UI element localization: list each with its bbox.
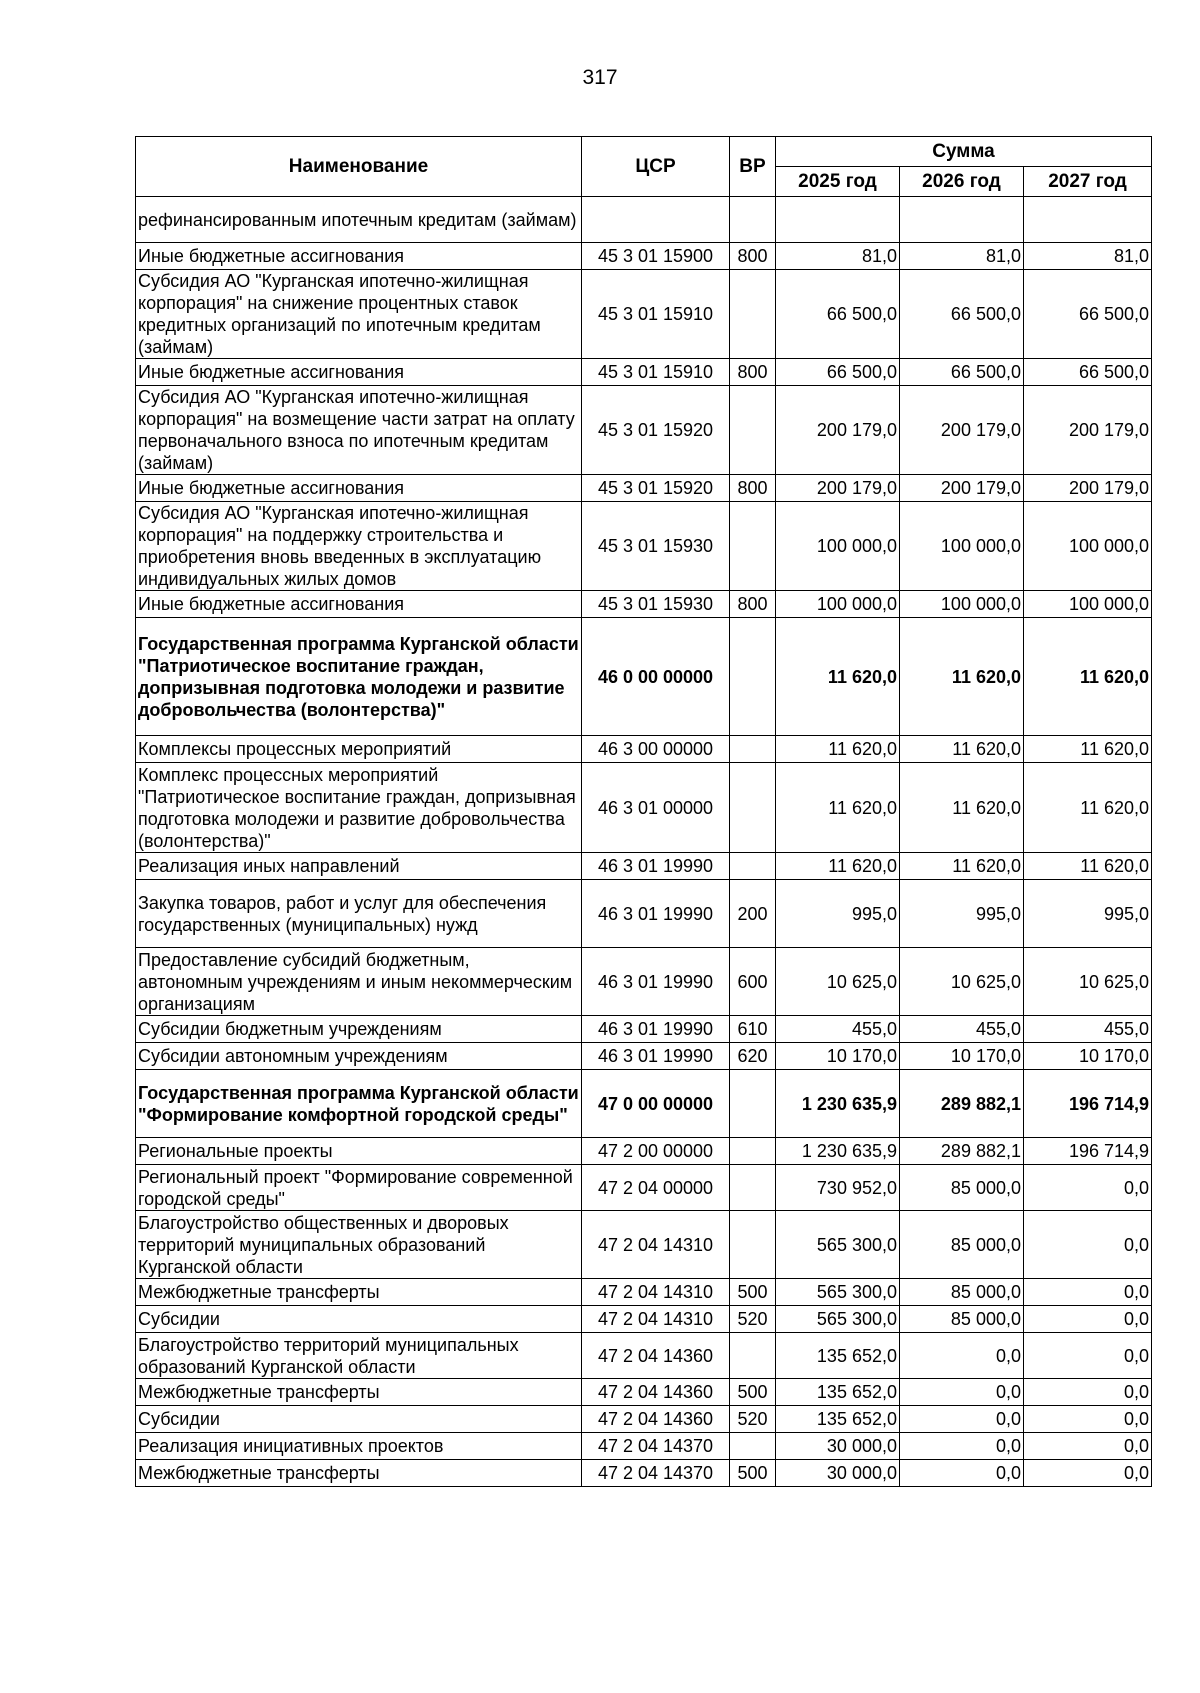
row-csr-cell: 47 2 04 14360: [582, 1406, 730, 1433]
table-row: [136, 948, 1152, 1016]
row-vr-cell: [730, 1433, 776, 1460]
row-sum-2025-cell: [776, 197, 900, 243]
row-sum-2026-cell: 10 625,0: [900, 948, 1024, 1016]
table-row: [136, 880, 1152, 948]
row-csr-cell: 47 2 04 14370: [582, 1433, 730, 1460]
row-name-cell: Межбюджетные трансферты: [136, 1379, 582, 1406]
table-row: [136, 1211, 1152, 1279]
row-csr-cell: 46 3 01 19990: [582, 948, 730, 1016]
row-name-cell: Региональный проект "Формирование современной городской среды": [136, 1165, 582, 1211]
row-sum-2027-cell: 11 620,0: [1024, 618, 1152, 736]
row-sum-2025-cell: 11 620,0: [776, 618, 900, 736]
row-sum-2026-cell: 11 620,0: [900, 618, 1024, 736]
table-row: [136, 736, 1152, 763]
row-sum-2027-cell: 0,0: [1024, 1211, 1152, 1279]
header-year-2027: 2027 год: [1024, 167, 1152, 197]
row-name-cell: Реализация инициативных проектов: [136, 1433, 582, 1460]
row-sum-2026-cell: [900, 197, 1024, 243]
row-csr-cell: [582, 197, 730, 243]
row-sum-2025-cell: 135 652,0: [776, 1379, 900, 1406]
table-row: [136, 618, 1152, 736]
row-name-cell: Региональные проекты: [136, 1138, 582, 1165]
row-csr-cell: 45 3 01 15910: [582, 270, 730, 359]
row-sum-2026-cell: 455,0: [900, 1016, 1024, 1043]
row-csr-cell: 46 3 01 19990: [582, 1016, 730, 1043]
row-vr-cell: 800: [730, 475, 776, 502]
row-vr-cell: 800: [730, 359, 776, 386]
row-name-cell: Субсидии: [136, 1306, 582, 1333]
row-sum-2027-cell: 455,0: [1024, 1016, 1152, 1043]
row-vr-cell: [730, 1333, 776, 1379]
row-sum-2027-cell: 100 000,0: [1024, 591, 1152, 618]
row-sum-2027-cell: 10 625,0: [1024, 948, 1152, 1016]
table-header: [136, 137, 1152, 197]
row-sum-2026-cell: 0,0: [900, 1379, 1024, 1406]
table-row: [136, 270, 1152, 359]
row-sum-2026-cell: 10 170,0: [900, 1043, 1024, 1070]
row-vr-cell: 500: [730, 1279, 776, 1306]
row-sum-2026-cell: 0,0: [900, 1460, 1024, 1487]
header-year-2025: 2025 год: [776, 167, 900, 197]
row-sum-2026-cell: 200 179,0: [900, 475, 1024, 502]
row-name-cell: Субсидии автономным учреждениям: [136, 1043, 582, 1070]
row-vr-cell: [730, 197, 776, 243]
row-sum-2027-cell: 200 179,0: [1024, 475, 1152, 502]
row-sum-2025-cell: 200 179,0: [776, 475, 900, 502]
header-name: Наименование: [136, 137, 582, 197]
row-vr-cell: [730, 853, 776, 880]
row-name-cell: Государственная программа Курганской области "Патриотическое воспитание граждан, допризывная подготовка молодежи и развитие добровольчества (волонтерства)": [136, 618, 582, 736]
row-csr-cell: 46 0 00 00000: [582, 618, 730, 736]
row-vr-cell: [730, 618, 776, 736]
row-vr-cell: 800: [730, 243, 776, 270]
row-name-cell: Субсидия АО "Курганская ипотечно-жилищная корпорация" на снижение процентных ставок кредитных организаций по ипотечным кредитам (займам): [136, 270, 582, 359]
row-csr-cell: 47 2 04 14370: [582, 1460, 730, 1487]
row-sum-2025-cell: 11 620,0: [776, 853, 900, 880]
row-sum-2026-cell: 0,0: [900, 1406, 1024, 1433]
row-csr-cell: 47 2 04 14310: [582, 1279, 730, 1306]
row-vr-cell: [730, 270, 776, 359]
row-sum-2025-cell: 66 500,0: [776, 270, 900, 359]
row-vr-cell: [730, 1138, 776, 1165]
row-csr-cell: 47 2 00 00000: [582, 1138, 730, 1165]
row-sum-2026-cell: 100 000,0: [900, 502, 1024, 591]
row-sum-2026-cell: 100 000,0: [900, 591, 1024, 618]
header-csr: ЦСР: [582, 137, 730, 197]
row-sum-2027-cell: 11 620,0: [1024, 736, 1152, 763]
row-vr-cell: [730, 736, 776, 763]
row-vr-cell: 500: [730, 1460, 776, 1487]
row-csr-cell: 45 3 01 15930: [582, 591, 730, 618]
table-row: [136, 243, 1152, 270]
row-csr-cell: 46 3 01 00000: [582, 763, 730, 853]
row-name-cell: Субсидия АО "Курганская ипотечно-жилищная корпорация" на возмещение части затрат на оплату первоначального взноса по ипотечным кредитам (займам): [136, 386, 582, 475]
row-csr-cell: 47 2 04 00000: [582, 1165, 730, 1211]
row-sum-2025-cell: 30 000,0: [776, 1460, 900, 1487]
row-sum-2025-cell: 66 500,0: [776, 359, 900, 386]
row-name-cell: Иные бюджетные ассигнования: [136, 243, 582, 270]
table-row: [136, 1043, 1152, 1070]
table-row: [136, 1016, 1152, 1043]
table-row: [136, 853, 1152, 880]
row-sum-2027-cell: 0,0: [1024, 1460, 1152, 1487]
row-name-cell: Субсидии: [136, 1406, 582, 1433]
row-csr-cell: 45 3 01 15920: [582, 475, 730, 502]
row-csr-cell: 46 3 01 19990: [582, 853, 730, 880]
row-csr-cell: 47 2 04 14360: [582, 1379, 730, 1406]
table-row: [136, 475, 1152, 502]
row-name-cell: Благоустройство территорий муниципальных образований Курганской области: [136, 1333, 582, 1379]
row-csr-cell: 45 3 01 15900: [582, 243, 730, 270]
row-sum-2026-cell: 85 000,0: [900, 1211, 1024, 1279]
row-name-cell: Государственная программа Курганской области "Формирование комфортной городской среды": [136, 1070, 582, 1138]
row-sum-2025-cell: 81,0: [776, 243, 900, 270]
row-vr-cell: 600: [730, 948, 776, 1016]
row-sum-2025-cell: 565 300,0: [776, 1211, 900, 1279]
table-row: [136, 502, 1152, 591]
row-sum-2027-cell: 0,0: [1024, 1406, 1152, 1433]
row-vr-cell: 500: [730, 1379, 776, 1406]
row-sum-2026-cell: 995,0: [900, 880, 1024, 948]
row-name-cell: Субсидии бюджетным учреждениям: [136, 1016, 582, 1043]
row-csr-cell: 46 3 01 19990: [582, 880, 730, 948]
table-row: [136, 386, 1152, 475]
row-sum-2027-cell: 200 179,0: [1024, 386, 1152, 475]
row-vr-cell: [730, 1070, 776, 1138]
row-sum-2025-cell: 565 300,0: [776, 1306, 900, 1333]
row-sum-2027-cell: 0,0: [1024, 1333, 1152, 1379]
row-vr-cell: 200: [730, 880, 776, 948]
row-sum-2025-cell: 10 170,0: [776, 1043, 900, 1070]
header-vr: ВР: [730, 137, 776, 197]
row-sum-2027-cell: 0,0: [1024, 1379, 1152, 1406]
row-sum-2026-cell: 0,0: [900, 1333, 1024, 1379]
row-sum-2025-cell: 135 652,0: [776, 1333, 900, 1379]
header-sum: Сумма: [776, 137, 1152, 167]
table-row: [136, 1406, 1152, 1433]
row-vr-cell: 520: [730, 1306, 776, 1333]
row-sum-2025-cell: 11 620,0: [776, 763, 900, 853]
row-sum-2027-cell: 0,0: [1024, 1433, 1152, 1460]
row-csr-cell: 47 2 04 14310: [582, 1306, 730, 1333]
row-vr-cell: 620: [730, 1043, 776, 1070]
row-sum-2026-cell: 11 620,0: [900, 853, 1024, 880]
row-sum-2026-cell: 66 500,0: [900, 359, 1024, 386]
row-csr-cell: 45 3 01 15920: [582, 386, 730, 475]
row-sum-2026-cell: 85 000,0: [900, 1279, 1024, 1306]
row-vr-cell: 520: [730, 1406, 776, 1433]
row-sum-2025-cell: 10 625,0: [776, 948, 900, 1016]
row-sum-2025-cell: 200 179,0: [776, 386, 900, 475]
table-row: [136, 591, 1152, 618]
row-sum-2025-cell: 995,0: [776, 880, 900, 948]
table-row: [136, 359, 1152, 386]
table-row: [136, 1070, 1152, 1138]
row-sum-2026-cell: 11 620,0: [900, 763, 1024, 853]
row-name-cell: Благоустройство общественных и дворовых территорий муниципальных образований Курганской области: [136, 1211, 582, 1279]
row-sum-2027-cell: 10 170,0: [1024, 1043, 1152, 1070]
row-vr-cell: [730, 1211, 776, 1279]
row-sum-2027-cell: 196 714,9: [1024, 1070, 1152, 1138]
row-name-cell: рефинансированным ипотечным кредитам (займам): [136, 197, 582, 243]
table-row: [136, 763, 1152, 853]
row-sum-2027-cell: 100 000,0: [1024, 502, 1152, 591]
row-sum-2027-cell: 196 714,9: [1024, 1138, 1152, 1165]
row-sum-2025-cell: 1 230 635,9: [776, 1138, 900, 1165]
row-sum-2025-cell: 455,0: [776, 1016, 900, 1043]
row-vr-cell: [730, 386, 776, 475]
table-row: [136, 1433, 1152, 1460]
table-row: [136, 1306, 1152, 1333]
row-sum-2025-cell: 565 300,0: [776, 1279, 900, 1306]
row-name-cell: Предоставление субсидий бюджетным, автономным учреждениям и иным некоммерческим организациям: [136, 948, 582, 1016]
row-name-cell: Иные бюджетные ассигнования: [136, 591, 582, 618]
table-row: [136, 1165, 1152, 1211]
row-sum-2027-cell: 81,0: [1024, 243, 1152, 270]
row-sum-2026-cell: 200 179,0: [900, 386, 1024, 475]
table-body: [136, 197, 1152, 1487]
row-sum-2027-cell: [1024, 197, 1152, 243]
table-row: [136, 1460, 1152, 1487]
row-sum-2026-cell: 85 000,0: [900, 1306, 1024, 1333]
row-sum-2025-cell: 100 000,0: [776, 591, 900, 618]
table-row: [136, 1333, 1152, 1379]
row-name-cell: Комплекс процессных мероприятий "Патриотическое воспитание граждан, допризывная подготовка молодежи и развитие добровольчества (волонтерства)": [136, 763, 582, 853]
row-sum-2025-cell: 1 230 635,9: [776, 1070, 900, 1138]
row-sum-2026-cell: 11 620,0: [900, 736, 1024, 763]
row-sum-2027-cell: 66 500,0: [1024, 270, 1152, 359]
row-sum-2027-cell: 995,0: [1024, 880, 1152, 948]
row-sum-2026-cell: 289 882,1: [900, 1138, 1024, 1165]
row-csr-cell: 46 3 01 19990: [582, 1043, 730, 1070]
row-sum-2026-cell: 66 500,0: [900, 270, 1024, 359]
row-name-cell: Межбюджетные трансферты: [136, 1279, 582, 1306]
row-sum-2026-cell: 289 882,1: [900, 1070, 1024, 1138]
row-csr-cell: 47 2 04 14360: [582, 1333, 730, 1379]
table-row: [136, 1138, 1152, 1165]
row-sum-2026-cell: 81,0: [900, 243, 1024, 270]
row-name-cell: Субсидия АО "Курганская ипотечно-жилищная корпорация" на поддержку строительства и приобретения вновь введенных в эксплуатацию индивидуальных жилых домов: [136, 502, 582, 591]
header-year-2026: 2026 год: [900, 167, 1024, 197]
row-name-cell: Комплексы процессных мероприятий: [136, 736, 582, 763]
row-sum-2027-cell: 0,0: [1024, 1165, 1152, 1211]
row-name-cell: Реализация иных направлений: [136, 853, 582, 880]
row-csr-cell: 45 3 01 15910: [582, 359, 730, 386]
row-sum-2025-cell: 730 952,0: [776, 1165, 900, 1211]
row-sum-2025-cell: 135 652,0: [776, 1406, 900, 1433]
row-vr-cell: [730, 502, 776, 591]
row-csr-cell: 46 3 00 00000: [582, 736, 730, 763]
row-vr-cell: [730, 763, 776, 853]
budget-table: [135, 136, 1152, 1487]
row-sum-2025-cell: 30 000,0: [776, 1433, 900, 1460]
row-name-cell: Межбюджетные трансферты: [136, 1460, 582, 1487]
row-name-cell: Иные бюджетные ассигнования: [136, 359, 582, 386]
row-sum-2026-cell: 0,0: [900, 1433, 1024, 1460]
row-sum-2027-cell: 0,0: [1024, 1279, 1152, 1306]
row-csr-cell: 47 2 04 14310: [582, 1211, 730, 1279]
table-row: [136, 1379, 1152, 1406]
table-row: [136, 197, 1152, 243]
row-sum-2025-cell: 11 620,0: [776, 736, 900, 763]
row-sum-2025-cell: 100 000,0: [776, 502, 900, 591]
row-sum-2027-cell: 11 620,0: [1024, 853, 1152, 880]
page-number: 317: [582, 66, 618, 89]
row-vr-cell: 610: [730, 1016, 776, 1043]
row-sum-2027-cell: 0,0: [1024, 1306, 1152, 1333]
row-name-cell: Закупка товаров, работ и услуг для обеспечения государственных (муниципальных) нужд: [136, 880, 582, 948]
row-sum-2027-cell: 11 620,0: [1024, 763, 1152, 853]
row-sum-2026-cell: 85 000,0: [900, 1165, 1024, 1211]
row-vr-cell: [730, 1165, 776, 1211]
row-name-cell: Иные бюджетные ассигнования: [136, 475, 582, 502]
row-csr-cell: 45 3 01 15930: [582, 502, 730, 591]
row-csr-cell: 47 0 00 00000: [582, 1070, 730, 1138]
row-vr-cell: 800: [730, 591, 776, 618]
table-row: [136, 1279, 1152, 1306]
row-sum-2027-cell: 66 500,0: [1024, 359, 1152, 386]
